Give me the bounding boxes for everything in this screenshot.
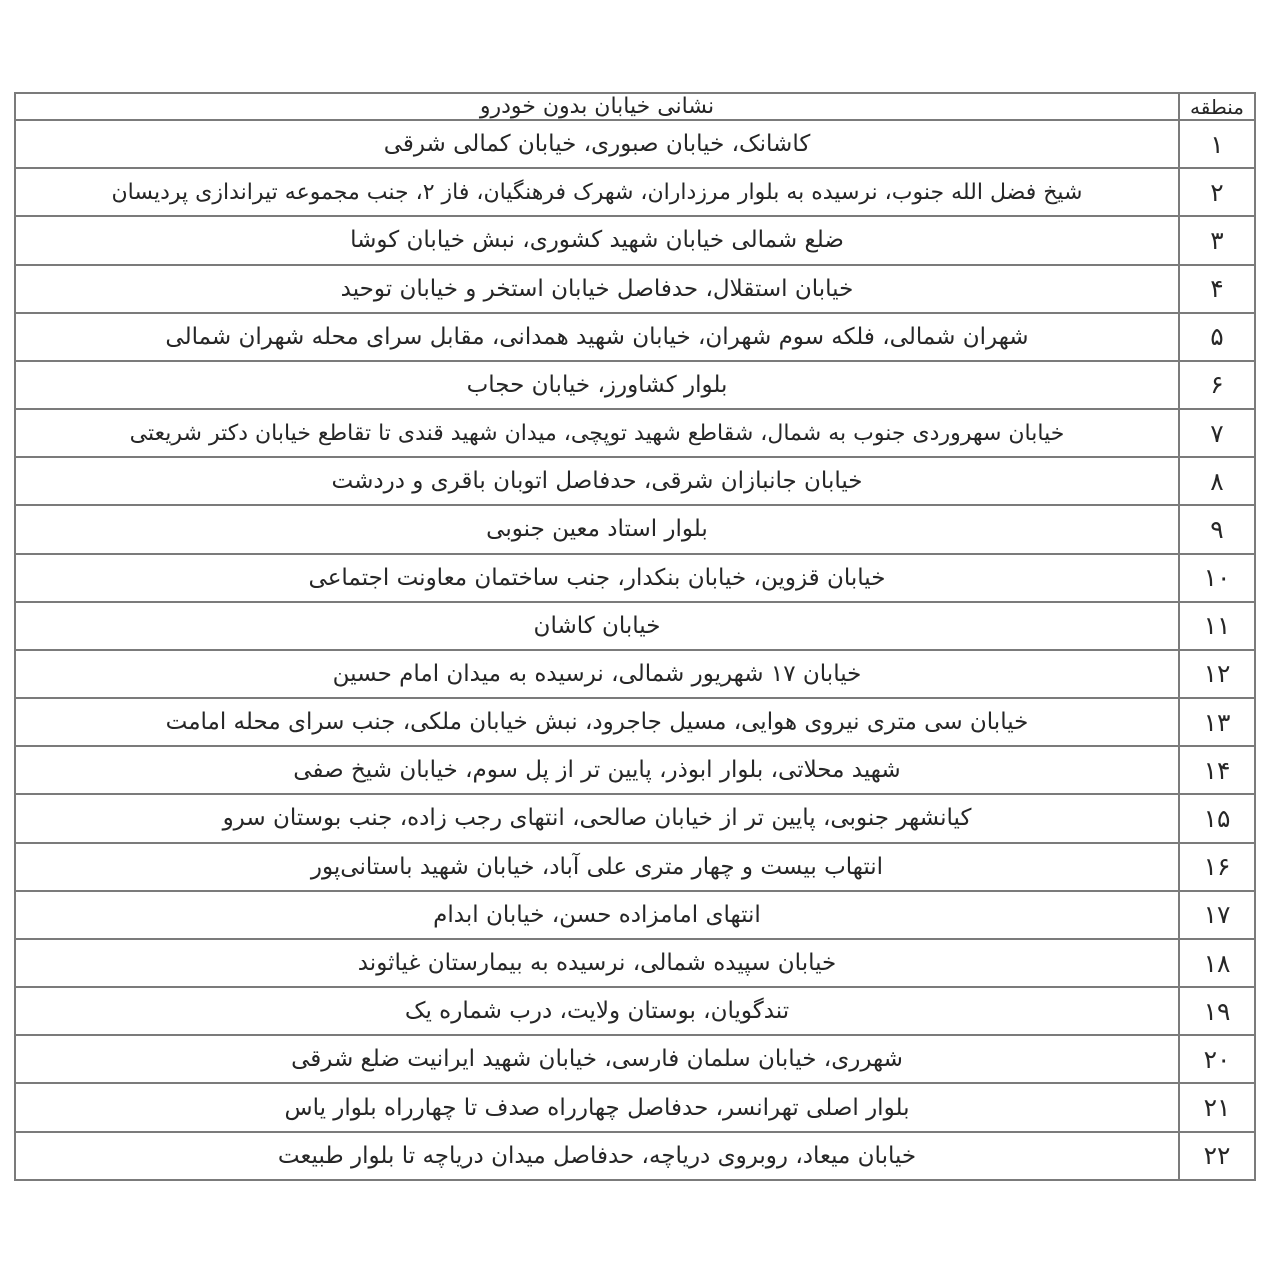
- table-row: [15, 361, 1255, 409]
- table-row: [15, 505, 1255, 553]
- street-address: خیابان جانبازان شرقی، حدفاصل اتوبان باقری و دردشت: [15, 457, 1179, 505]
- column-header-address: نشانی خیابان بدون خودرو: [15, 93, 1179, 120]
- region-number: ۱۵: [1179, 794, 1255, 842]
- street-address: خیابان سهروردی جنوب به شمال، شقاطع شهید توپچی، میدان شهید قندی تا تقاطع خیابان دکتر شریعتی: [15, 409, 1179, 457]
- street-address: بلوار کشاورز، خیابان حجاب: [15, 361, 1179, 409]
- street-address: شیخ فضل الله جنوب، نرسیده به بلوار مرزداران، شهرک فرهنگیان، فاز ۲، جنب مجموعه تیراندازی پردیسان: [15, 168, 1179, 216]
- street-address: خیابان میعاد، روبروی دریاچه، حدفاصل میدان دریاچه تا بلوار طبیعت: [15, 1132, 1179, 1180]
- table-row: [15, 746, 1255, 794]
- street-address: خیابان ۱۷ شهریور شمالی، نرسیده به میدان امام حسین: [15, 650, 1179, 698]
- table-row: [15, 265, 1255, 313]
- table-row: [15, 409, 1255, 457]
- street-address: انتهای امامزاده حسن، خیابان ابدام: [15, 891, 1179, 939]
- table-row: [15, 939, 1255, 987]
- region-number: ۱۹: [1179, 987, 1255, 1035]
- region-number: ۱۶: [1179, 843, 1255, 891]
- table-row: [15, 602, 1255, 650]
- table-row: [15, 843, 1255, 891]
- street-address: شهرری، خیابان سلمان فارسی، خیابان شهید ایرانیت ضلع شرقی: [15, 1035, 1179, 1083]
- table-row: [15, 120, 1255, 168]
- region-number: ۱۱: [1179, 602, 1255, 650]
- street-address: خیابان قزوین، خیابان بنکدار، جنب ساختمان معاونت اجتماعی: [15, 554, 1179, 602]
- region-number: ۱۲: [1179, 650, 1255, 698]
- region-number: ۱۰: [1179, 554, 1255, 602]
- table-row: [15, 650, 1255, 698]
- street-address: بلوار اصلی تهرانسر، حدفاصل چهارراه صدف تا چهارراه بلوار یاس: [15, 1083, 1179, 1131]
- region-number: ۴: [1179, 265, 1255, 313]
- region-number: ۵: [1179, 313, 1255, 361]
- street-address: ضلع شمالی خیابان شهید کشوری، نبش خیابان کوشا: [15, 216, 1179, 264]
- table-row: [15, 794, 1255, 842]
- table-row: [15, 1132, 1255, 1180]
- table-header-row: [15, 93, 1255, 120]
- street-address: خیابان کاشان: [15, 602, 1179, 650]
- street-address: کاشانک، خیابان صبوری، خیابان کمالی شرقی: [15, 120, 1179, 168]
- region-number: ۱: [1179, 120, 1255, 168]
- column-header-region: منطقه: [1179, 93, 1255, 120]
- street-address: خیابان سپیده شمالی، نرسیده به بیمارستان غیاثوند: [15, 939, 1179, 987]
- street-address: بلوار استاد معین جنوبی: [15, 505, 1179, 553]
- region-number: ۹: [1179, 505, 1255, 553]
- region-number: ۳: [1179, 216, 1255, 264]
- region-number: ۱۴: [1179, 746, 1255, 794]
- table-row: [15, 168, 1255, 216]
- table-row: [15, 987, 1255, 1035]
- street-address: خیابان استقلال، حدفاصل خیابان استخر و خیابان توحید: [15, 265, 1179, 313]
- table-row: [15, 216, 1255, 264]
- street-address: شهران شمالی، فلکه سوم شهران، خیابان شهید همدانی، مقابل سرای محله شهران شمالی: [15, 313, 1179, 361]
- street-address: انتهاب بیست و چهار متری علی آباد، خیابان شهید باستانی‌پور: [15, 843, 1179, 891]
- region-number: ۸: [1179, 457, 1255, 505]
- table-row: [15, 313, 1255, 361]
- region-number: ۱۳: [1179, 698, 1255, 746]
- street-address: خیابان سی متری نیروی هوایی، مسیل جاجرود، نبش خیابان ملکی، جنب سرای محله امامت: [15, 698, 1179, 746]
- region-number: ۲: [1179, 168, 1255, 216]
- table-row: [15, 1035, 1255, 1083]
- street-address: کیانشهر جنوبی، پایین تر از خیابان صالحی، انتهای رجب زاده، جنب بوستان سرو: [15, 794, 1179, 842]
- street-address: شهید محلاتی، بلوار ابوذر، پایین تر از پل سوم، خیابان شیخ صفی: [15, 746, 1179, 794]
- car-free-streets-table: [14, 92, 1256, 1181]
- table-row: [15, 1083, 1255, 1131]
- region-number: ۷: [1179, 409, 1255, 457]
- region-number: ۲۰: [1179, 1035, 1255, 1083]
- street-address: تندگویان، بوستان ولایت، درب شماره یک: [15, 987, 1179, 1035]
- table-row: [15, 891, 1255, 939]
- region-number: ۱۸: [1179, 939, 1255, 987]
- region-number: ۲۲: [1179, 1132, 1255, 1180]
- region-number: ۶: [1179, 361, 1255, 409]
- region-number: ۱۷: [1179, 891, 1255, 939]
- region-number: ۲۱: [1179, 1083, 1255, 1131]
- table-row: [15, 698, 1255, 746]
- table-row: [15, 554, 1255, 602]
- table-row: [15, 457, 1255, 505]
